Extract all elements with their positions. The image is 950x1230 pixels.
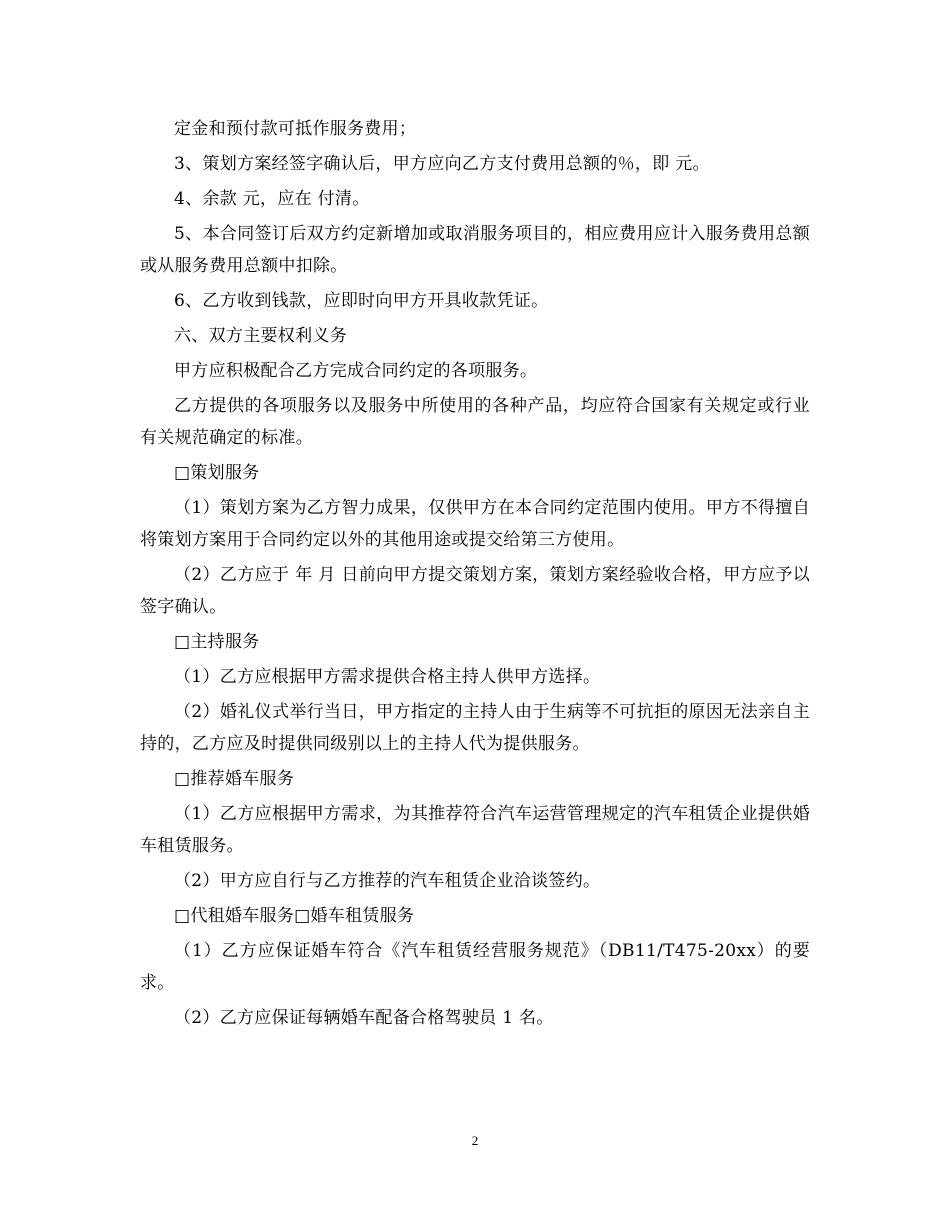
paragraph-car-rental-1: （1）乙方应保证婚车符合《汽车租赁经营服务规范》（DB11/T475-20xx）的要求。: [140, 941, 810, 993]
paragraph-clause-4: 4、余款 元，应在 付清。: [174, 189, 370, 209]
paragraph-planning-2: （2）乙方应于 年 月 日前向甲方提交策划方案，策划方案经验收合格，甲方应予以签字确认。: [140, 565, 810, 617]
paragraph-party-b-duty: 乙方提供的各项服务以及服务中所使用的各种产品，均应符合国家有关规定或行业有关规范确定的标准。: [140, 396, 810, 448]
checkbox-host-service: □主持服务: [174, 632, 260, 652]
paragraph-clause-6: 6、乙方收到钱款，应即时向甲方开具收款凭证。: [174, 291, 549, 311]
paragraph-recommend-car-1: （1）乙方应根据甲方需求，为其推荐符合汽车运营管理规定的汽车租赁企业提供婚车租赁服务。: [140, 804, 810, 856]
paragraph-planning-1: （1）策划方案为乙方智力成果，仅供甲方在本合同约定范围内使用。甲方不得擅自将策划方案用于合同约定以外的其他用途或提交给第三方使用。: [140, 498, 810, 550]
paragraph-clause-3: 3、策划方案经签字确认后，甲方应向乙方支付费用总额的％，即 元。: [174, 154, 710, 174]
paragraph-host-2: （2）婚礼仪式举行当日，甲方指定的主持人由于生病等不可抗拒的原因无法亲自主持的，乙方应及时提供同级别以上的主持人代为提供服务。: [140, 702, 810, 754]
paragraph-host-1: （1）乙方应根据甲方需求提供合格主持人供甲方选择。: [174, 667, 601, 687]
paragraph-party-a-duty: 甲方应积极配合乙方完成合同约定的各项服务。: [174, 361, 538, 381]
document-body: [140, 113, 810, 1037]
paragraph-car-rental-2: （2）乙方应保证每辆婚车配备合格驾驶员 1 名。: [174, 1008, 554, 1028]
paragraph-clause-5: 5、本合同签订后双方约定新增加或取消服务项目的，相应费用应计入服务费用总额或从服务费用总额中扣除。: [140, 224, 810, 276]
paragraph-recommend-car-2: （2）甲方应自行与乙方推荐的汽车租赁企业洽谈签约。: [174, 871, 601, 891]
checkbox-recommend-car-service: □推荐婚车服务: [174, 769, 295, 789]
section-heading-rights: 六、双方主要权利义务: [174, 326, 347, 346]
checkbox-car-rental-service: □代租婚车服务□婚车租赁服务: [174, 906, 415, 926]
page-number: 2: [471, 1133, 479, 1148]
checkbox-planning-service: □策划服务: [174, 463, 260, 483]
paragraph-deposit: 定金和预付款可抵作服务费用；: [174, 119, 417, 139]
